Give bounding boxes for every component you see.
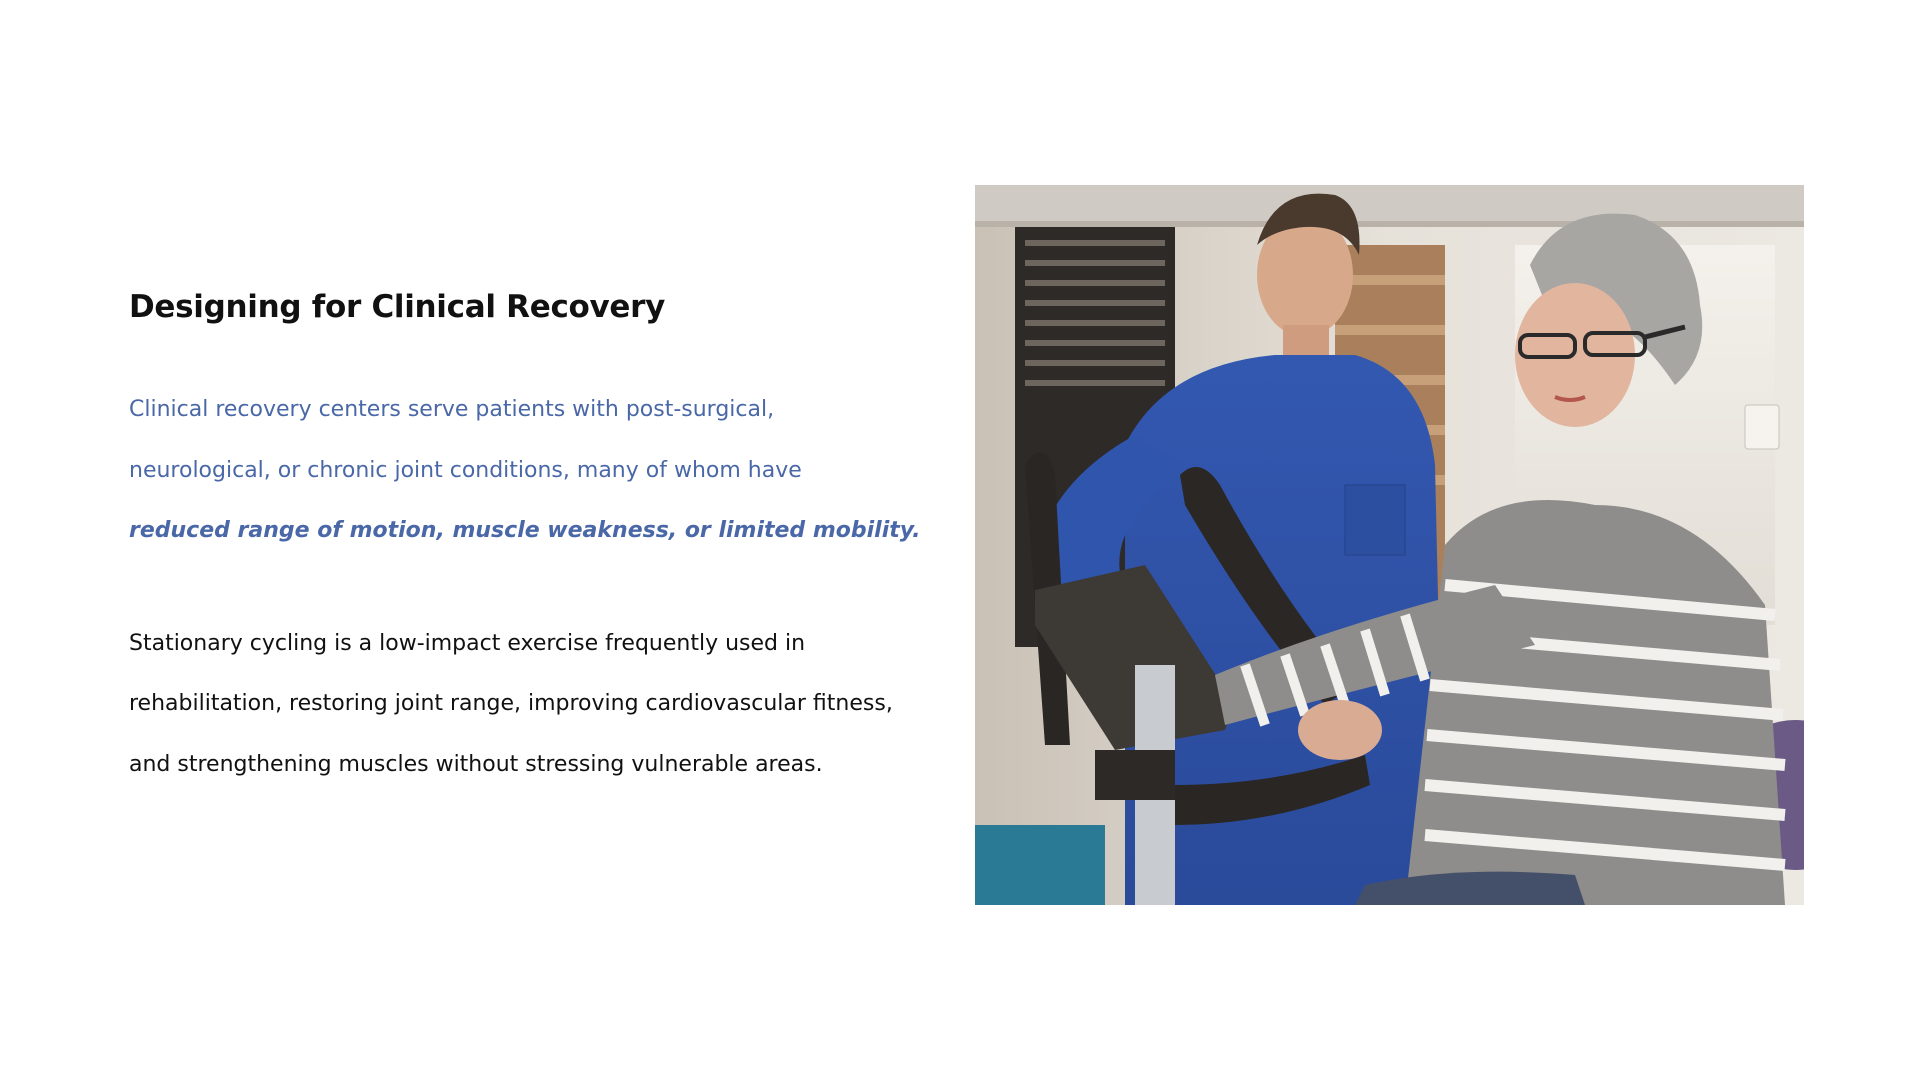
slide-title: Designing for Clinical Recovery xyxy=(129,289,666,325)
body-paragraph xyxy=(129,614,909,796)
intro-line-1: Clinical recovery centers serve patients with post-surgical, xyxy=(129,397,775,422)
rehab-cycling-photo xyxy=(975,185,1804,905)
photo-illustration xyxy=(975,185,1804,905)
body-line-2: rehabilitation, restoring joint range, improving cardiovascular fitness, xyxy=(129,691,893,716)
body-line-3: and strengthening muscles without stressing vulnerable areas. xyxy=(129,751,823,777)
intro-paragraph xyxy=(129,380,921,562)
intro-line-2: neurological, or chronic joint conditions, many of whom have xyxy=(129,457,802,483)
body-line-1: Stationary cycling is a low-impact exercise frequently used in xyxy=(129,630,806,656)
text-column xyxy=(129,280,921,795)
intro-emphasis-line: reduced range of motion, muscle weakness, or limited mobility. xyxy=(129,518,921,543)
